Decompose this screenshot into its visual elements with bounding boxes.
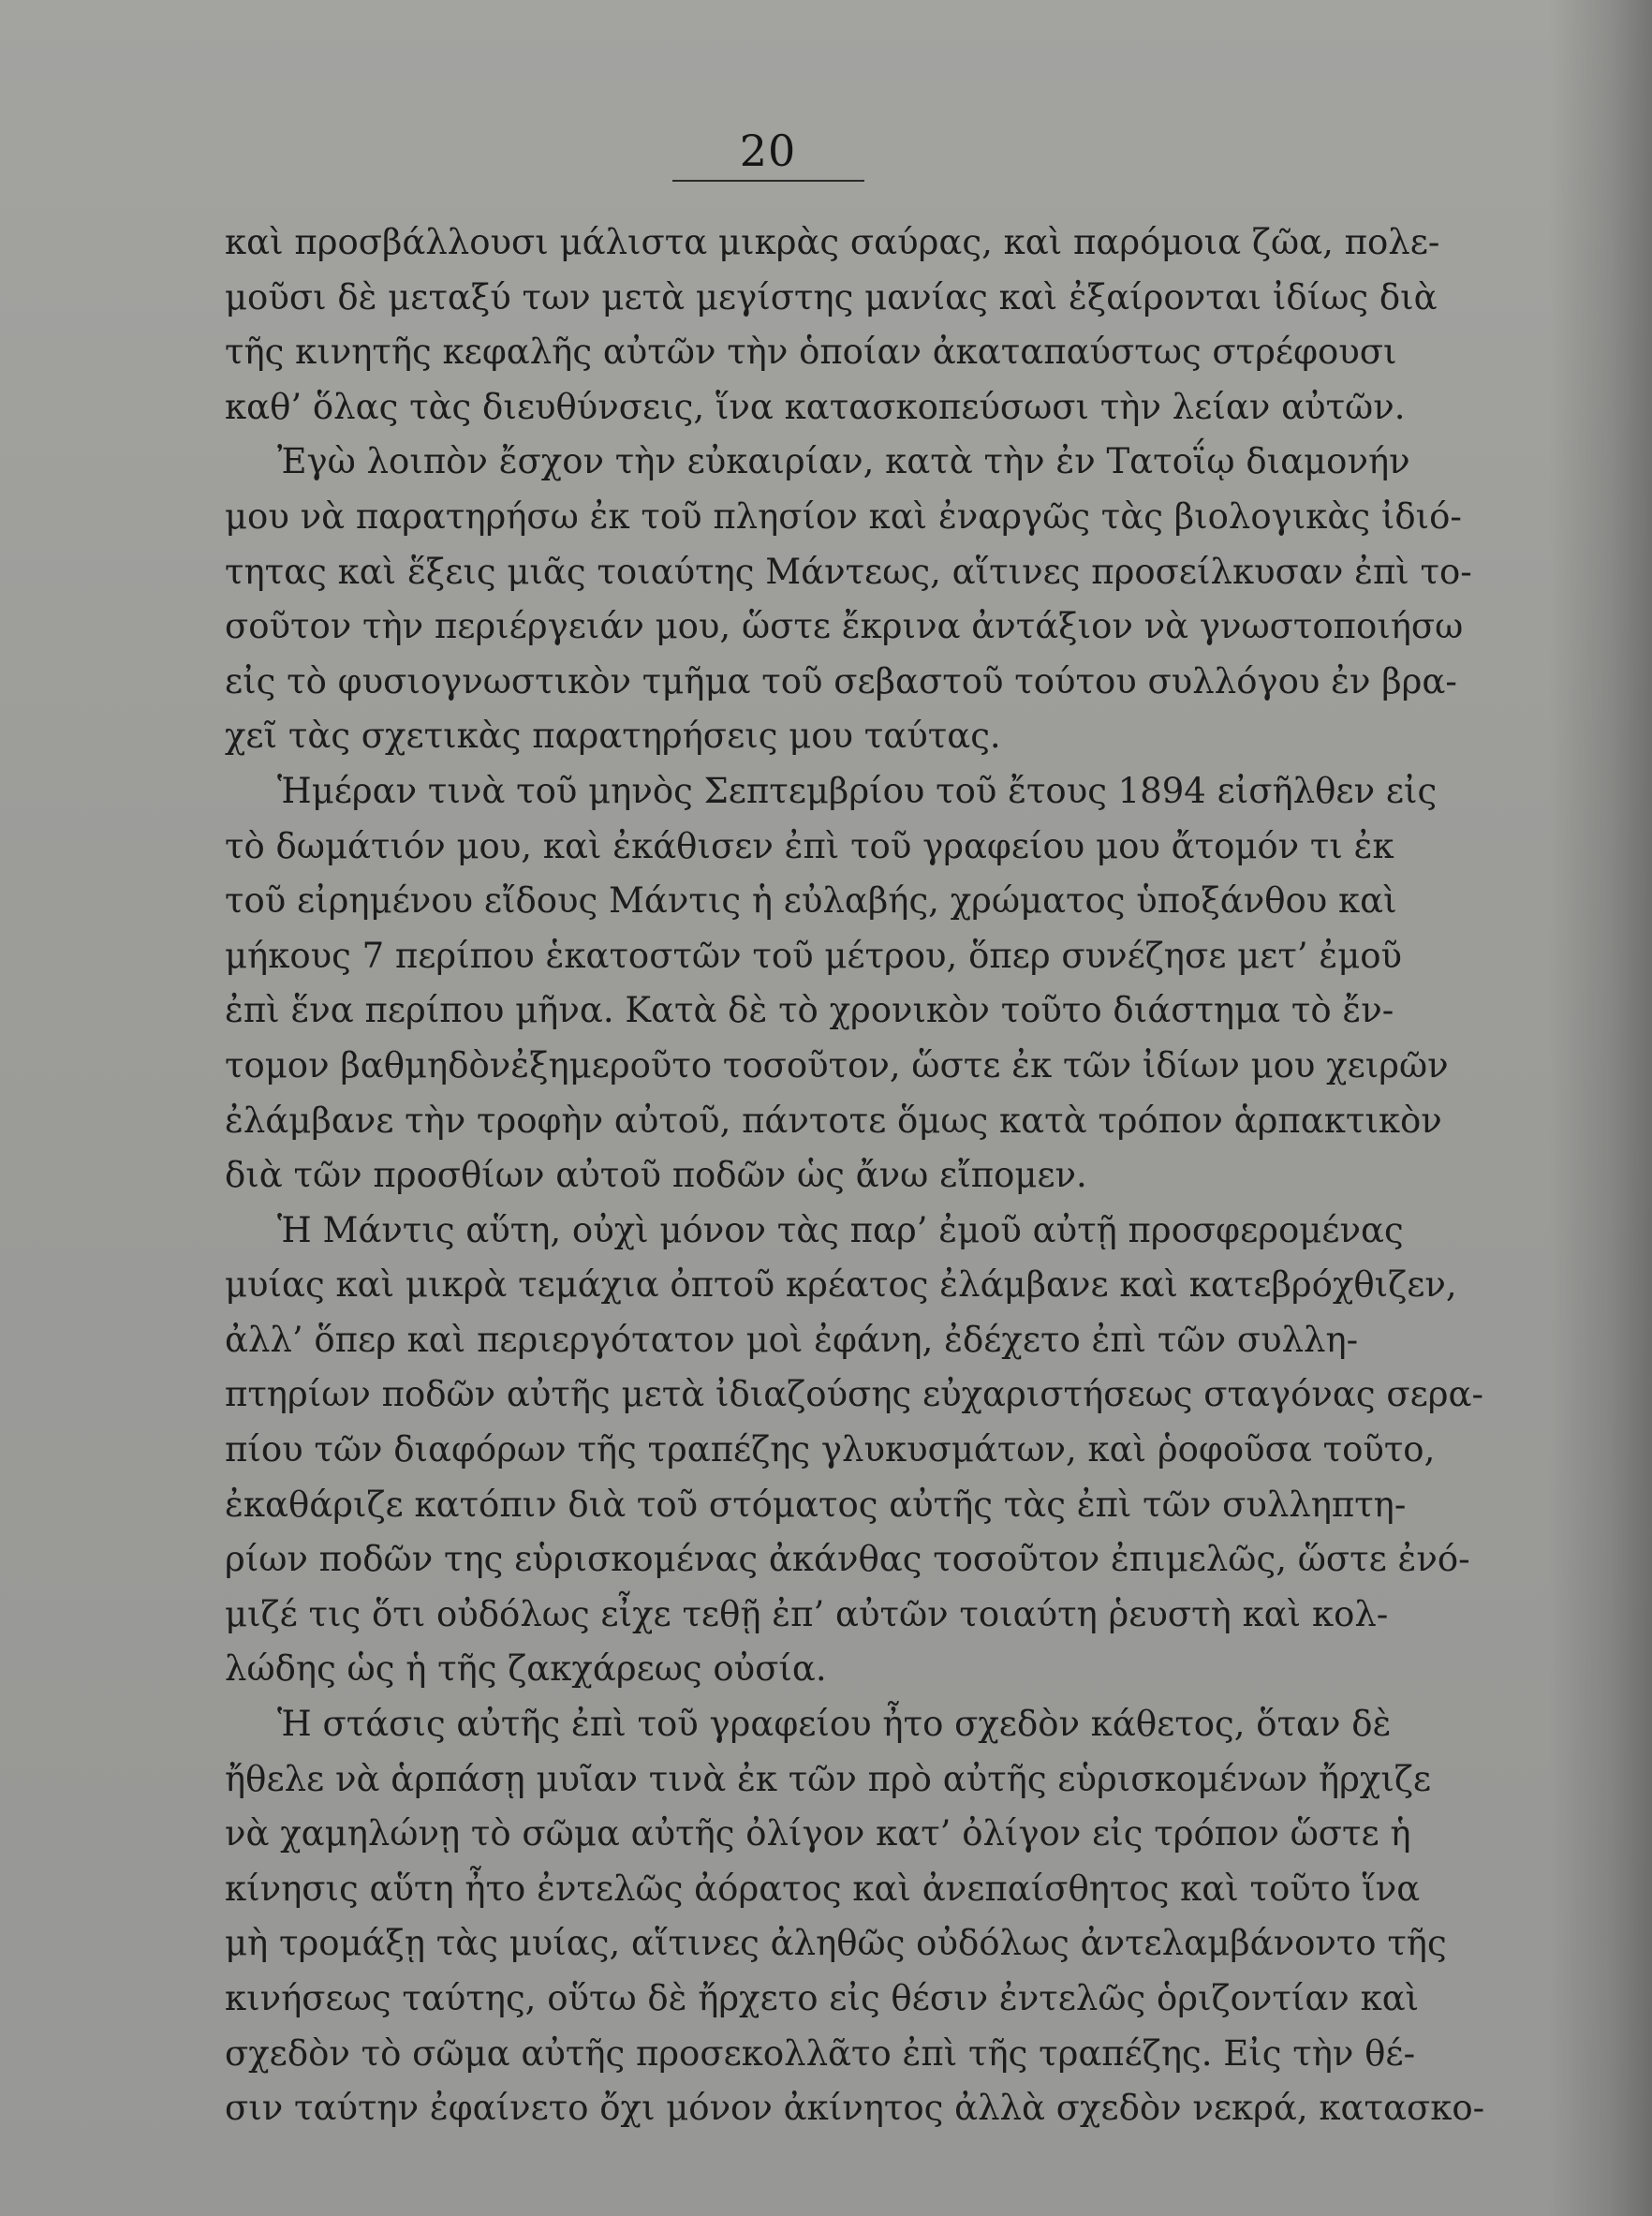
- text-line: μυίας καὶ μικρὰ τεμάχια ὀπτοῦ κρέατος ἐλάμβανε καὶ κατεβρόχθιζεν,: [225, 1264, 1457, 1306]
- text-line: ἐλάμβανε τὴν τροφὴν αὐτοῦ, πάντοτε ὅμως κατὰ τρόπον ἁρπακτικὸν: [225, 1100, 1442, 1141]
- text-line: νὰ χαμηλώνῃ τὸ σῶμα αὐτῆς ὀλίγον κατ’ ὀλίγον εἰς τρόπον ὥστε ἡ: [225, 1813, 1411, 1854]
- text-line: πτηρίων ποδῶν αὐτῆς μετὰ ἰδιαζούσης εὐχαριστήσεως σταγόνας σερα-: [225, 1374, 1483, 1415]
- body-text: [225, 215, 1485, 2136]
- text-line: σχεδὸν τὸ σῶμα αὐτῆς προσεκολλᾶτο ἐπὶ τῆς τραπέζης. Εἰς τὴν θέ-: [225, 2032, 1416, 2074]
- text-line: καθ’ ὅλας τὰς διευθύνσεις, ἵνα κατασκοπεύσωσι τὴν λείαν αὐτῶν.: [225, 386, 1406, 427]
- page-number: 20: [739, 126, 797, 176]
- text-line: σοῦτον τὴν περιέργειάν μου, ὥστε ἔκρινα ἀντάξιον νὰ γνωστοποιήσω: [225, 606, 1464, 647]
- binding-shadow: [1549, 0, 1652, 2216]
- text-line: ἐπὶ ἕνα περίπου μῆνα. Κατὰ δὲ τὸ χρονικὸν τοῦτο διάστημα τὸ ἔν-: [225, 990, 1394, 1031]
- paragraph: [225, 1697, 1485, 2136]
- text-line: Ἐγὼ λοιπὸν ἔσχον τὴν εὐκαιρίαν, κατὰ τὴν ἐν Τατοΐῳ διαμονήν: [277, 441, 1410, 482]
- text-line: μοῦσι δὲ μεταξύ των μετὰ μεγίστης μανίας καὶ ἐξαίρονται ἰδίως διὰ: [225, 276, 1438, 318]
- text-line: ἐκαθάριζε κατόπιν διὰ τοῦ στόματος αὐτῆς τὰς ἐπὶ τῶν συλληπτη-: [225, 1484, 1407, 1525]
- text-line: τῆς κινητῆς κεφαλῆς αὐτῶν τὴν ὁποίαν ἀκαταπαύστως στρέφουσι: [225, 332, 1397, 373]
- text-line: Ἡ Μάντις αὕτη, οὐχὶ μόνον τὰς παρ’ ἐμοῦ αὐτῇ προσφερομένας: [277, 1209, 1404, 1250]
- text-line: διὰ τῶν προσθίων αὐτοῦ ποδῶν ὡς ἄνω εἴπομεν.: [225, 1155, 1087, 1196]
- text-line: τητας καὶ ἕξεις μιᾶς τοιαύτης Μάντεως, αἵτινες προσείλκυσαν ἐπὶ το-: [225, 551, 1472, 592]
- text-line: τὸ δωμάτιόν μου, καὶ ἐκάθισεν ἐπὶ τοῦ γραφείου μου ἄτομόν τι ἐκ: [225, 825, 1394, 866]
- text-line: Ἡμέραν τινὰ τοῦ μηνὸς Σεπτεμβρίου τοῦ ἔτους 1894 εἰσῆλθεν εἰς: [277, 770, 1438, 811]
- text-line: μου νὰ παρατηρήσω ἐκ τοῦ πλησίον καὶ ἐναργῶς τὰς βιολογικὰς ἰδιό-: [225, 495, 1462, 537]
- text-line: λώδης ὡς ἡ τῆς ζακχάρεως οὐσία.: [225, 1648, 827, 1690]
- text-line: σιν ταύτην ἐφαίνετο ὄχι μόνον ἀκίνητος ἀλλὰ σχεδὸν νεκρά, κατασκο-: [225, 2088, 1485, 2129]
- paragraph: [225, 764, 1449, 1204]
- text-line: μιζέ τις ὅτι οὐδόλως εἶχε τεθῇ ἐπ’ αὐτῶν τοιαύτη ῥευστὴ καὶ κολ-: [225, 1593, 1389, 1634]
- paragraph: [225, 215, 1440, 435]
- text-line: πίου τῶν διαφόρων τῆς τραπέζης γλυκυσμάτων, καὶ ῥοφοῦσα τοῦτο,: [225, 1429, 1436, 1470]
- text-line: εἰς τὸ φυσιογνωστικὸν τμῆμα τοῦ σεβαστοῦ τούτου συλλόγου ἐν βρα-: [225, 660, 1457, 702]
- text-line: κινήσεως ταύτης, οὕτω δὲ ἤρχετο εἰς θέσιν ἐντελῶς ὁριζοντίαν καὶ: [225, 1978, 1420, 2018]
- text-line: τομον βαθμηδὸνἐξημεροῦτο τοσοῦτον, ὥστε ἐκ τῶν ἰδίων μου χειρῶν: [225, 1044, 1449, 1086]
- text-line: ἤθελε νὰ ἁρπάσῃ μυῖαν τινὰ ἐκ τῶν πρὸ αὐτῆς εὑρισκομένων ἤρχιζε: [225, 1758, 1432, 1799]
- text-line: χεῖ τὰς σχετικὰς παρατηρήσεις μου ταύτας.: [225, 716, 1001, 757]
- text-line: καὶ προσβάλλουσι μάλιστα μικρὰς σαύρας, καὶ παρόμοια ζῶα, πολε-: [225, 222, 1440, 262]
- text-line: ἀλλ’ ὅπερ καὶ περιεργότατον μοὶ ἐφάνη, ἐδέχετο ἐπὶ τῶν συλλη-: [225, 1319, 1359, 1360]
- paragraph: [225, 435, 1472, 764]
- text-line: μήκους 7 περίπου ἑκατοστῶν τοῦ μέτρου, ὅπερ συνέζησε μετ’ ἐμοῦ: [225, 935, 1403, 976]
- page-number-rule: [672, 180, 864, 182]
- text-line: ρίων ποδῶν της εὑρισκομένας ἀκάνθας τοσοῦτον ἐπιμελῶς, ὥστε ἐνό-: [225, 1539, 1470, 1580]
- paragraph: [225, 1204, 1483, 1697]
- text-line: κίνησις αὕτη ἦτο ἐντελῶς ἀόρατος καὶ ἀνεπαίσθητος καὶ τοῦτο ἵνα: [225, 1868, 1421, 1909]
- text-line: μὴ τρομάξῃ τὰς μυίας, αἵτινες ἀληθῶς οὐδόλως ἀντελαμβάνοντο τῆς: [225, 1923, 1447, 1964]
- text-line: τοῦ εἰρημένου εἴδους Μάντις ἡ εὐλαβής, χρώματος ὑποξάνθου καὶ: [225, 880, 1397, 922]
- text-line: Ἡ στάσις αὐτῆς ἐπὶ τοῦ γραφείου ἦτο σχεδὸν κάθετος, ὅταν δὲ: [277, 1704, 1392, 1745]
